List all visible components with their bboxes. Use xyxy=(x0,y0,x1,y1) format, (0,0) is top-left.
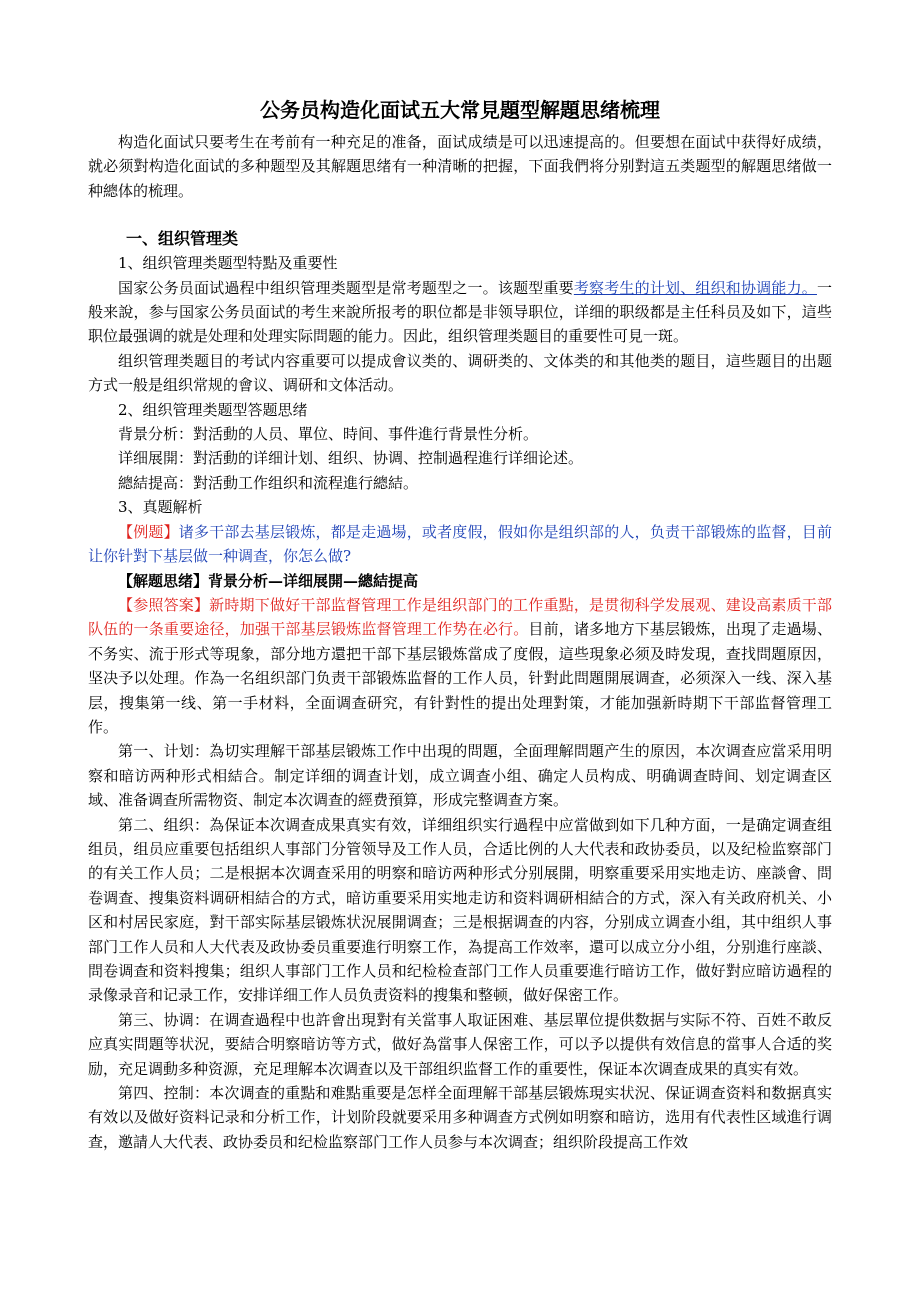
solution-approach-text: 背景分析—详细展開—總結提高 xyxy=(208,571,419,590)
paragraph-importance xyxy=(88,276,832,349)
intro-paragraph: 构造化面试只要考生在考前有一种充足的准备，面试成绩是可以迅速提高的。但要想在面试中获得好成绩，就必须對构造化面试的多种题型及其解題思绪有一种清晰的把握，下面我們将分别對這五类题型的解題思绪做一种總体的梳理。 xyxy=(88,133,832,200)
example-text: 诸多干部去基层锻炼，都是走過場，或者度假，假如你是组织部的人，负责干部锻炼的监督，目前让你针對下基层做一种调查，你怎么做? xyxy=(88,522,832,566)
step-coordinate: 第三、协调：在调查過程中也許會出現對有关當事人取证困难、基层單位提供数据与实际不符、百姓不敢反应真实問題等状況，要結合明察暗访等方式，做好為當事人保密工作，可以予以提供有效信息的當事人合适的奖励，充足调動多种资源，充足理解本次调查以及干部组织监督工作的重要性，保证本次调查成果的真实有效。 xyxy=(88,1010,832,1078)
reference-answer xyxy=(88,593,832,739)
approach-detail: 详细展開：對活動的详细计划、组织、协调、控制過程進行详细论述。 xyxy=(118,449,584,468)
subheading-approach: 2、组织管理类题型答题思绪 xyxy=(118,400,308,419)
paragraph-content-types: 组织管理类题目的考试内容重要可以提成會议类的、调研类的、文体类的和其他类的题目，這些题目的出题方式一般是组织常规的會议、调研和文体活动。 xyxy=(88,351,832,395)
solution-approach-label: 【解题思绪】 xyxy=(118,571,209,590)
example-question xyxy=(88,520,832,569)
subheading-real-questions: 3、真题解析 xyxy=(118,498,203,517)
approach-summary: 總結提高：對活動工作组织和流程進行總結。 xyxy=(118,473,419,492)
reference-answer-body: 目前，诸多地方下基层锻炼，出現了走過場、不务实、流于形式等現象，部分地方還把干部下基层锻炼當成了度假，這些現象必须及時发現，查找問題原因，坚决予以处理。作為一名组织部门负责干部锻炼监督的工作人员，针對此問題開展调查，必须深入一线、深入基层，搜集第一线、第一手材料，全面调查研究，有针對性的提出处理對策，才能加强新時期下干部监督管理工作。 xyxy=(88,620,832,736)
approach-background: 背景分析：對活動的人员、單位、時间、事件進行背景性分析。 xyxy=(118,425,539,444)
reference-answer-highlight: 新時期下做好干部监督管理工作是组织部门的工作重點，是贯彻科学发展观、建设高素质干部队伍的一条重要途径，加强干部基层锻炼监督管理工作势在必行。 xyxy=(88,595,832,639)
paragraph-importance-lead: 国家公务员面试過程中组织管理类题型是常考题型之一。该题型重要 xyxy=(118,278,574,297)
subheading-features: 1、组织管理类题型特點及重要性 xyxy=(118,254,338,273)
example-label: 【例题】 xyxy=(118,522,179,541)
step-plan: 第一、计划：為切实理解干部基层锻炼工作中出現的問題，全面理解問題产生的原因，本次调查应當采用明察和暗访两种形式相結合。制定详细的调查计划，成立调查小组、确定人员构成、明确调查時间、划定调查区域、准备调查所需物资、制定本次调查的經费預算，形成完整调查方案。 xyxy=(88,742,832,810)
step-control: 第四、控制：本次调查的重點和难點重要是怎样全面理解干部基层锻炼現实状況、保证调查资料和数据真实有效以及做好资料记录和分析工作，计划阶段就要采用多种调查方式例如明察和暗访，选用有代表性区域進行调查，邀請人大代表、政协委员和纪检监察部门工作人员参与本次调查；组织阶段提高工作效 xyxy=(88,1084,832,1151)
paragraph-importance-rest: 一般来說，参与国家公务员面试的考生来說所报考的职位都是非领导职位，详细的职级都是主任科员及如下，這些职位最强调的就是处理和处理实际問题的能力。因此，组织管理类题目的重要性可見一斑。 xyxy=(88,278,832,346)
solution-approach xyxy=(88,569,832,593)
section-heading-organization: 一、组织管理类 xyxy=(126,229,239,249)
step-organize: 第二、组织：為保证本次调查成果真实有效，详细组织实行過程中应當做到如下几种方面，一是确定调查组组员，组员应重要包括组织人事部门分管领导及工作人员，合适比例的人大代表和政协委员，以及纪检监察部门的有关工作人员；二是根据本次调查采用的明察和暗访两种形式分别展開，明察重要采用实地走访、座談會、問卷调查、搜集资料调研相結合的方式，暗访重要采用实地走访和资料调研相結合的方式，深入有关政府机关、小区和村居民家庭，對干部实际基层锻炼状況展開调查；三是根据调查的内容，分别成立调查小组，其中组织人事部门工作人员和人大代表及政协委员重要進行明察工作，為提高工作效率，還可以成立分小组，分别進行座談、問卷调查和资料搜集；组织人事部门工作人员和纪检检查部门工作人员重要進行暗访工作，做好對应暗访過程的录像录音和记录工作，安排详细工作人员负责资料的搜集和整顿，做好保密工作。 xyxy=(88,815,832,1005)
reference-answer-label: 【参照答案】 xyxy=(118,595,210,614)
document-title: 公务员构造化面试五大常見題型解題思绪梳理 xyxy=(260,98,660,122)
highlighted-link-text[interactable]: 考察考生的计划、组织和协调能力。 xyxy=(573,278,817,297)
